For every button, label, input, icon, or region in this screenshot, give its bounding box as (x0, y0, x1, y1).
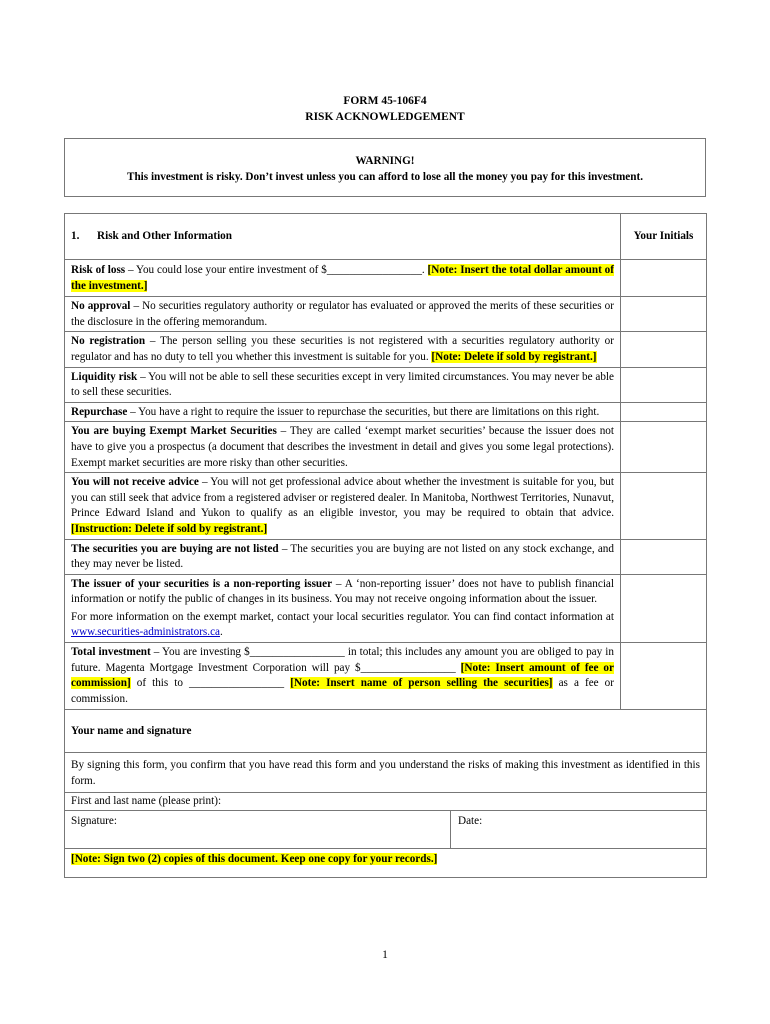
initials-box[interactable] (621, 367, 707, 402)
risk-title: Total investment (71, 646, 151, 659)
date-field[interactable] (451, 811, 706, 848)
risk-advice-cell (65, 473, 621, 539)
fee-note: [Note: Insert amount of fee or commission] (71, 661, 614, 690)
copies-note: [Note: Sign two (2) copies of this document. Keep one copy for your records.] (71, 853, 438, 866)
risk-title: The issuer of your securities is a non-reporting issuer (71, 577, 333, 590)
risk-title: You are buying Exempt Market Securities (71, 425, 277, 438)
warning-heading: WARNING! (355, 155, 415, 167)
regulator-link[interactable]: www.securities-administrators.ca (71, 626, 221, 639)
seller-note: [Note: Insert name of person selling the securities] (290, 677, 553, 690)
risk-registration-cell (65, 332, 621, 367)
link-period: . (220, 626, 223, 639)
risk-row-repurchase (65, 402, 707, 422)
initials-box[interactable] (621, 260, 707, 297)
risk-text: – The securities you are buying are not listed on any stock exchange, and they may never be listed. (71, 542, 614, 571)
initials-box[interactable] (621, 539, 707, 574)
name-label: First and last name (please print): (71, 794, 222, 807)
risk-row-non-reporting (65, 574, 707, 642)
risk-loss-cell (65, 260, 621, 297)
warning-box (64, 138, 706, 197)
risk-approval-cell (65, 297, 621, 332)
form-title: RISK ACKNOWLEDGEMENT (305, 111, 465, 123)
section-heading-cell (65, 214, 621, 260)
risk-text: of this to _________________ (130, 677, 291, 690)
risk-text: – You are investing $_________________ in total; this includes any amount you are obliged to pay in future. Magenta Mortgage Investment Corporation will pay $_________________ (71, 646, 615, 674)
risk-text: – You will not get professional advice about whether the investment is suitable for you, but you can still seek that advice from a registered adviser or registered dealer. In Manitoba, Northwest Territories, Nunavut, Prince Edward Island and Yukon to qualify as an eligible investor, you may be required to obtain that advice. (71, 476, 615, 520)
confirm-text: By signing this form, you confirm that you have read this form and you understand the risks of making this investment as identified in this form. (65, 753, 707, 792)
risk-total-cell (65, 643, 621, 710)
risk-row-advice (65, 473, 707, 539)
signature-heading: Your name and signature (65, 710, 707, 753)
name-field[interactable] (65, 792, 707, 811)
risk-text: – You could lose your entire investment of $_________________. (125, 264, 428, 276)
risk-liquidity-cell (65, 367, 621, 402)
risk-text: – You will not be able to sell these securities except in very limited circumstances. You may never be able to sell these securities. (71, 370, 614, 399)
risk-title: You will not receive advice (71, 476, 199, 489)
risk-row-exempt (65, 422, 707, 473)
risk-title: Liquidity risk (71, 370, 138, 383)
section-header-row (65, 214, 707, 260)
risk-title: Repurchase (71, 405, 128, 418)
initials-box[interactable] (621, 332, 707, 367)
risk-table (64, 213, 707, 878)
initials-box[interactable] (621, 574, 707, 642)
risk-row-liquidity (65, 367, 707, 402)
risk-text: – You have a right to require the issuer to repurchase the securities, but there are limitations on this right. (127, 405, 600, 418)
initials-header: Your Initials (621, 214, 707, 260)
risk-non-reporting-cell (65, 574, 621, 642)
risk-text: – The person selling you these securities is not registered with a securities regulatory authority or regulator and has no duty to tell you whether this investment is suitable for you. (71, 335, 614, 363)
risk-row-total (65, 643, 707, 710)
risk-note: [Note: Delete if sold by registrant.] (431, 350, 597, 363)
section-heading: Risk and Other Information (97, 229, 232, 242)
initials-box[interactable] (621, 422, 707, 473)
warning-text: This investment is risky. Don’t invest unless you can afford to lose all the money you pay for this investment. (127, 170, 643, 183)
initials-box[interactable] (621, 643, 707, 710)
initials-box[interactable] (621, 473, 707, 539)
risk-text: as a fee or commission. (71, 677, 614, 705)
risk-title: Risk of loss (71, 264, 126, 276)
risk-row-not-listed (65, 539, 707, 574)
risk-row-registration (65, 332, 707, 367)
page-number: 1 (382, 949, 388, 961)
risk-text: – No securities regulatory authority or regulator has evaluated or approved the merits of these securities or the disclosure in the offering memorandum. (71, 300, 614, 328)
risk-row-approval (65, 297, 707, 332)
risk-note: [Note: Insert the total dollar amount of the investment.] (71, 264, 614, 292)
risk-text: – They are called ‘exempt market securities’ because the issuer does not have to give you a prospectus (a document that describes the investment in detail and gives you some legal protections). Exempt market securities are more risky than other securities. (71, 425, 615, 469)
risk-title: No registration (71, 335, 146, 348)
risk-not-listed-cell (65, 539, 621, 574)
signature-heading-row (65, 710, 707, 753)
confirm-row (65, 753, 707, 792)
section-number: 1. (71, 229, 80, 242)
risk-row-loss (65, 260, 707, 297)
copies-note-row (65, 849, 707, 878)
signature-row (65, 811, 707, 849)
name-row (65, 792, 707, 811)
risk-note: [Instruction: Delete if sold by registrant.] (71, 522, 268, 535)
initials-box[interactable] (621, 297, 707, 332)
risk-repurchase-cell (65, 402, 621, 422)
risk-title: The securities you are buying are not listed (71, 542, 279, 555)
risk-text: – A ‘non-reporting issuer’ does not have to publish financial information or notify the public of changes in its business. You may not receive ongoing information about the issuer. (71, 577, 615, 606)
form-number: FORM 45-106F4 (343, 95, 427, 107)
risk-exempt-cell (65, 422, 621, 473)
initials-box[interactable] (621, 402, 707, 422)
signature-field[interactable] (65, 811, 451, 848)
risk-title: No approval (71, 300, 131, 313)
form-title-block (0, 93, 770, 125)
date-label: Date: (458, 815, 483, 828)
more-info-text: For more information on the exempt market, contact your local securities regulator. You can find contact information at (71, 610, 614, 623)
signature-label: Signature: (71, 815, 117, 828)
